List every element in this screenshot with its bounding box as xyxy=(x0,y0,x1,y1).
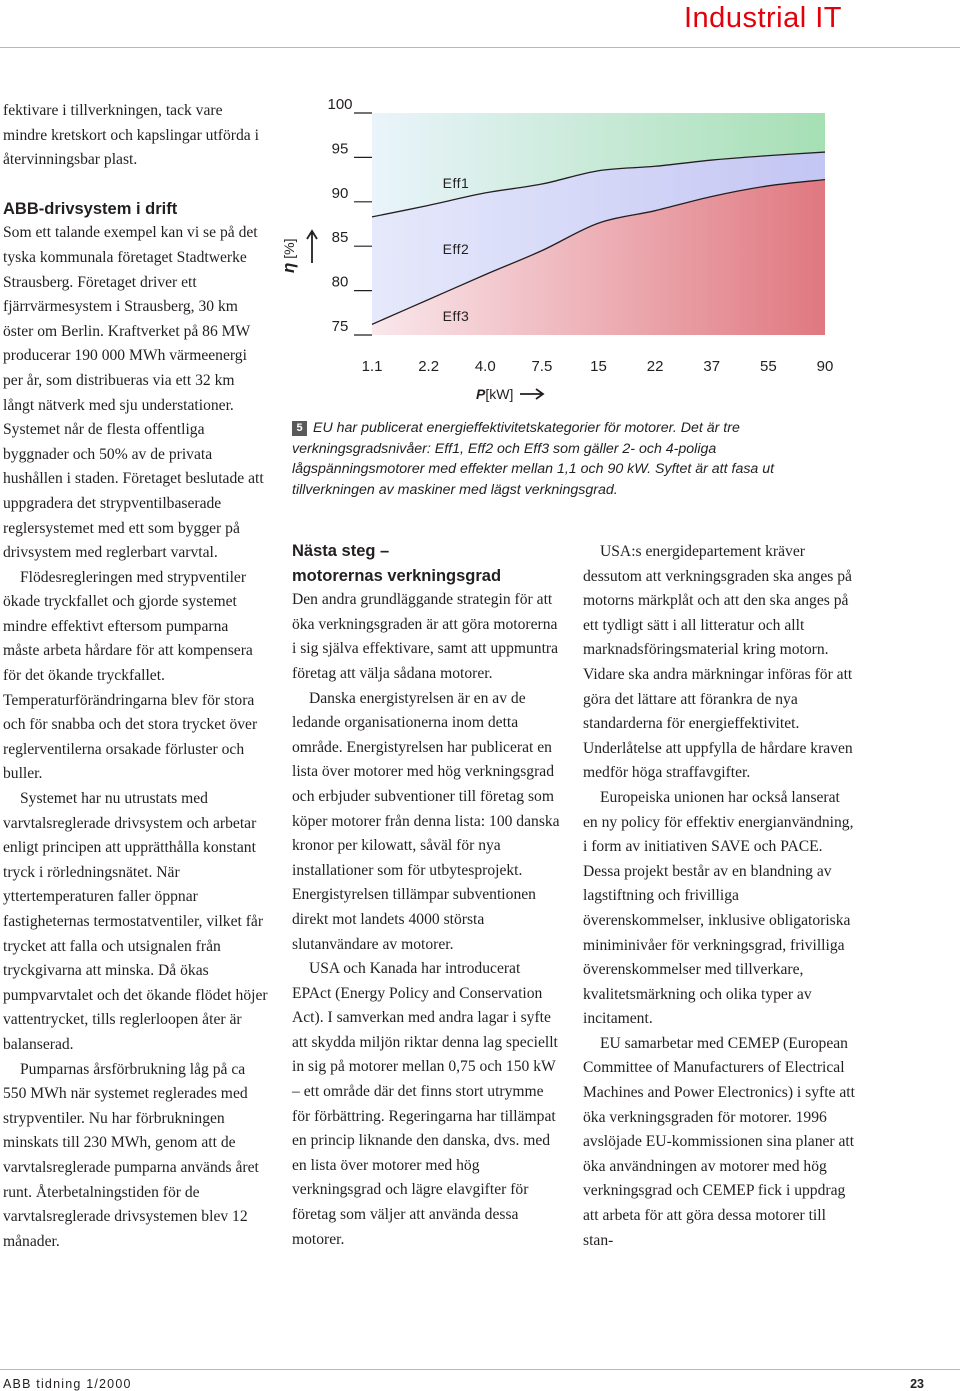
paragraph: Pumparnas årsförbrukning låg på ca 550 MWh när systemet reglerades med strypventiler. Nu har förbrukningen minskats till 230 MWh, genom att de varvtalsreglerade pumparna används året runt. Återbetalningstiden för de varvtalsreglerade drivsystemen blev 12 månader. xyxy=(3,1060,259,1250)
y-axis-label: η [%] xyxy=(280,238,298,273)
y-tick-label: 90 xyxy=(331,184,349,202)
section-heading-line-2: motorernas verkningsgrad xyxy=(292,566,502,585)
paragraph: EU samarbetar med CEMEP (European Committee of Manufacturers of Electrical Machines and Power Electronics) i syfte att öka verkningsgraden för motorer. 1996 avslöjade EU-kommissionen sina planer att öka användningen av motorer med hög verkningsgrad och CEMEP fick i uppdrag att arbeta för att göra dessa motorer till stan- xyxy=(583,1034,855,1249)
y-tick-label: 100 xyxy=(327,96,353,113)
x-tick-label: 15 xyxy=(590,358,607,375)
figure-caption xyxy=(292,418,832,500)
x-tick-label: 2.2 xyxy=(418,358,440,375)
section-heading-line-1: Nästa steg – xyxy=(292,542,390,560)
footer-divider xyxy=(0,1369,960,1370)
region-label-eff2: Eff2 xyxy=(442,241,470,257)
header-title: Industrial IT xyxy=(684,2,842,34)
region-label-eff3: Eff3 xyxy=(442,308,470,324)
x-tick-label: 37 xyxy=(703,358,721,375)
paragraph: Europeiska unionen har också lanserat en ny policy för effektiv energianvändning, i form av initiativen SAVE och PACE. Dessa projekt består av en blandning av lagstiftning och frivilliga överenskommelser, inklusive obligatoriska miniminivåer för verkningsgrad, frivilliga överenskommelser med tillverkare, kvalitetsmärkning och olika typer av incitament. xyxy=(583,788,854,1028)
region-label-eff1: Eff1 xyxy=(442,175,470,191)
article-column-2 xyxy=(292,539,562,1252)
paragraph: Systemet har nu utrustats med varvtalsreglerade drivsystem och arbetar enligt principen att upprätthålla konstant tryck i rörledningsnätet. När yttertemperaturen faller öppnar fastigheternas termostatventiler, vilket får trycket att falla och utsignalen från tryckgivarna att minska. Då ökas pumpvarvtalet och det ökande flödet höjer vattentrycket, tills reglerloopen åter är balanserad. xyxy=(3,790,268,1053)
y-tick-label: 95 xyxy=(331,140,349,158)
figure-number-badge: 5 xyxy=(292,421,307,436)
article-column-3 xyxy=(583,540,858,1253)
x-tick-label: 55 xyxy=(760,358,777,375)
footer-page-number: 23 xyxy=(910,1377,924,1391)
footer-publication: ABB tidning 1/2000 xyxy=(3,1377,132,1391)
header-divider xyxy=(0,47,960,48)
efficiency-chart-svg xyxy=(280,95,840,415)
y-tick-label: 80 xyxy=(331,273,349,291)
paragraph: Danska energistyrelsen är en av de ledande organisationerna inom detta område. Energistyrelsen har publicerat en lista över motorer med hög verkningsgrad och erbjuder subventioner till företag som köper motorer från denna lista: 100 danska kronor per kilowatt, såväl för nya installationer som för utbytesprojekt. Energistyrelsen tillämpar subventionen direkt mot landets 4000 största slutanvändare av motorer. xyxy=(292,689,560,953)
paragraph: Den andra grundläggande strategin för att öka verkningsgraden är att göra motorerna i sig själva effektivare, samt att uppmuntra företag att välja sådana motorer. xyxy=(292,591,559,682)
x-tick-label: 22 xyxy=(646,358,664,375)
y-tick-label: 85 xyxy=(331,229,349,247)
x-tick-label: 90 xyxy=(816,358,834,375)
paragraph: Som ett talande exempel kan vi se på det tyska kommunala företaget Stadtwerke Strausberg. Företaget driver ett fjärrvärmesystem i Strausberg, 30 km öster om Berlin. Kraftverket på 86 MW producerar 190 000 MWh värmeenergi per år, som distribueras via ett 32 km långt nätverk med sju understationer. Systemet når de flesta offentliga byggnader och 50% av de privata hushållen i staden. Företaget beslutade att uppgradera det strypventilbaserade reglersystemet med ett som bygger på drivsystem med reglerbart varvtal. xyxy=(3,224,264,562)
y-tick-label: 75 xyxy=(331,318,349,335)
x-tick-label: 1.1 xyxy=(361,358,383,375)
article-column-1 xyxy=(3,99,268,1254)
paragraph: USA och Kanada har introducerat EPAct (Energy Policy and Conservation Act). I samverkan med andra lagar i syfte att skydda miljön riktar denna lag speciellt in sig på motorer mellan 0,75 och 150 kW – ett område där det finns stort utrymme för förbättring. Regeringarna har tillämpat en princip liknande den danska, dvs. med en lista över motorer med hög verkningsgrad och lägre elavgifter för företag som väljer att använda dessa motorer. xyxy=(292,960,558,1248)
x-tick-label: 4.0 xyxy=(474,358,496,375)
x-axis-arrow-icon xyxy=(520,389,543,399)
paragraph: USA:s energidepartement kräver dessutom att verkningsgraden ska anges på motorns märkplåt och att den ska anges på ett tydligt sätt i all litteratur och allt marknadsföringsmaterial kring motorn. Vidare ska andra märkningar införas för att göra det lättare att förankra de nya standarderna för energieffektivitet. Underlåtelse att uppfylla de hårdare kraven medför höga straffavgifter. xyxy=(583,543,853,782)
y-axis-arrow-icon xyxy=(307,231,317,263)
x-axis-label: P[kW] xyxy=(476,386,514,402)
paragraph: fektivare i tillverkningen, tack vare mindre kretskort och kapslingar utförda i återvinningsbar plast. xyxy=(3,102,259,169)
efficiency-chart xyxy=(280,95,840,415)
section-heading: ABB-drivsystem i drift xyxy=(3,199,178,218)
paragraph: Flödesregleringen med strypventiler ökade tryckfallet och gjorde systemet mindre effektivt eftersom pumparna måste arbeta hårdare för att kompensera för det ökande tryckfallet. Temperaturförändringarna blev för stora och för snabba och det stora trycket över reglerventilerna orsakade förluster och buller. xyxy=(3,568,258,783)
x-tick-label: 7.5 xyxy=(531,358,553,375)
figure-caption-text: EU har publicerat energieffektivitetskategorier för motorer. Det är tre verkningsgradsnivåer: Eff1, Eff2 och Eff3 som gäller 2- och 4-poliga lågspänningsmotorer med effekter mellan 1,1 och 90 kW. Syftet är att fasa ut tillverkningen av maskiner med lägst verkningsgrad. xyxy=(292,420,775,498)
